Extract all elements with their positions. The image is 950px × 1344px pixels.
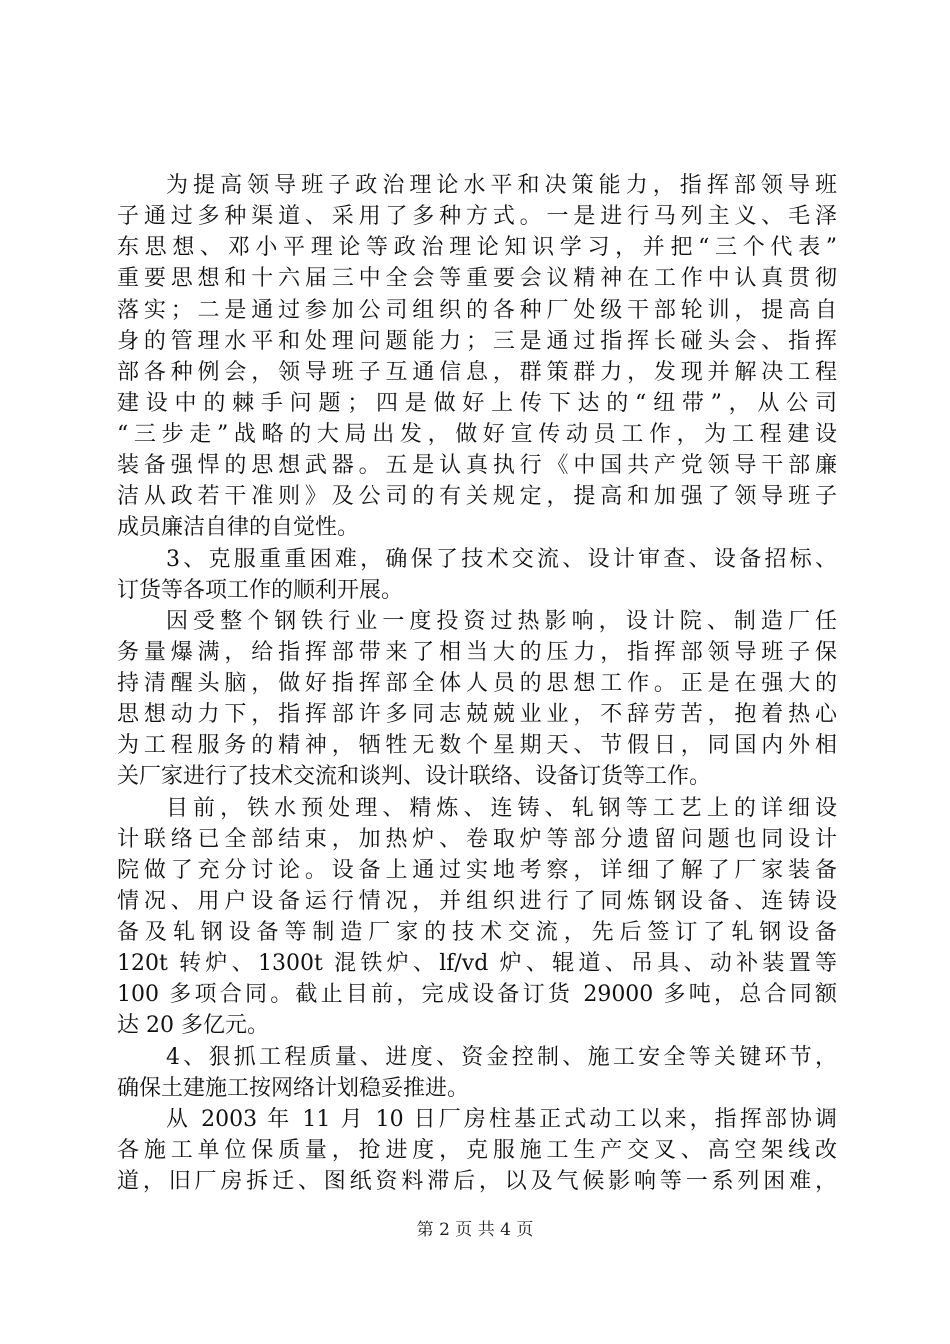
text-line: 备及轧钢设备等制造厂家的技术交流，先后签订了轧钢设备 xyxy=(117,920,837,945)
text-line: 100 多项合同。截止目前，完成设备订货 29000 多吨，总合同额 xyxy=(117,982,837,1007)
text-line: 重要思想和十六届三中全会等重要会议精神在工作中认真贯彻 xyxy=(117,266,837,291)
text-line: 东思想、邓小平理论等政治理论知识学习，并把“三个代表” xyxy=(117,235,837,260)
text-line: 洁从政若干准则》及公司的有关规定，提高和加强了领导班子 xyxy=(117,484,837,509)
text-line: 关厂家进行了技术交流和谈判、设计联络、设备订货等工作。 xyxy=(117,764,712,789)
text-line: 子通过多种渠道、采用了多种方式。一是进行马列主义、毛泽 xyxy=(117,204,837,229)
text-line: 成员廉洁自律的自觉性。 xyxy=(117,515,360,540)
text-line: 务量爆满，给指挥部带来了相当大的压力，指挥部领导班子保 xyxy=(117,640,837,665)
text-line: 为工程服务的精神，牺牲无数个星期天、节假日，同国内外相 xyxy=(117,733,837,758)
text-line: 院做了充分讨论。设备上通过实地考察，详细了解了厂家装备 xyxy=(117,858,837,883)
section-heading-line: 确保土建施工按网络计划稳妥推进。 xyxy=(117,1076,470,1101)
section-heading-line: 3、克服重重困难，确保了技术交流、设计审查、设备招标、 xyxy=(166,547,837,572)
text-line: 达 20 多亿元。 xyxy=(117,1013,269,1038)
section-heading-line: 4、狠抓工程质量、进度、资金控制、施工安全等关键环节， xyxy=(166,1045,837,1070)
text-line: 建设中的棘手问题；四是做好上传下达的“纽带”，从公司 xyxy=(117,391,837,416)
text-line: “三步走”战略的大局出发，做好宣传动员工作，为工程建设 xyxy=(117,422,837,447)
text-line: 思想动力下，指挥部许多同志兢兢业业，不辞劳苦，抱着热心 xyxy=(117,702,837,727)
text-line: 因受整个钢铁行业一度投资过热影响，设计院、制造厂任 xyxy=(166,609,837,634)
text-line: 道，旧厂房拆迁、图纸资料滞后，以及气候影响等一系列困难， xyxy=(117,1169,837,1194)
text-line: 目前，铁水预处理、精炼、连铸、轧钢等工艺上的详细设 xyxy=(166,796,837,821)
text-line: 身的管理水平和处理问题能力；三是通过指挥长碰头会、指挥 xyxy=(117,329,837,354)
text-line: 部各种例会，领导班子互通信息，群策群力，发现并解决工程 xyxy=(117,360,837,385)
text-line: 持清醒头脑，做好指挥部全体人员的思想工作。正是在强大的 xyxy=(117,671,837,696)
text-line: 为提高领导班子政治理论水平和决策能力，指挥部领导班 xyxy=(166,173,837,198)
page-footer: 第 2 页 共 4 页 xyxy=(416,1220,534,1240)
section-heading-line: 订货等各项工作的顺利开展。 xyxy=(117,578,404,603)
text-line: 从 2003 年 11 月 10 日厂房柱基正式动工以来，指挥部协调 xyxy=(166,1107,837,1132)
text-line: 各施工单位保质量，抢进度，克服施工生产交叉、高空架线改 xyxy=(117,1138,837,1163)
text-line: 落实；二是通过参加公司组织的各种厂处级干部轮训，提高自 xyxy=(117,298,837,323)
text-line: 120t 转炉、1300t 混铁炉、lf/vd 炉、辊道、吊具、动补装置等 xyxy=(117,951,837,976)
text-line: 情况、用户设备运行情况，并组织进行了同炼钢设备、连铸设 xyxy=(117,889,837,914)
text-line: 计联络已全部结束，加热炉、卷取炉等部分遗留问题也同设计 xyxy=(117,827,837,852)
text-line: 装备强悍的思想武器。五是认真执行《中国共产党领导干部廉 xyxy=(117,453,837,478)
